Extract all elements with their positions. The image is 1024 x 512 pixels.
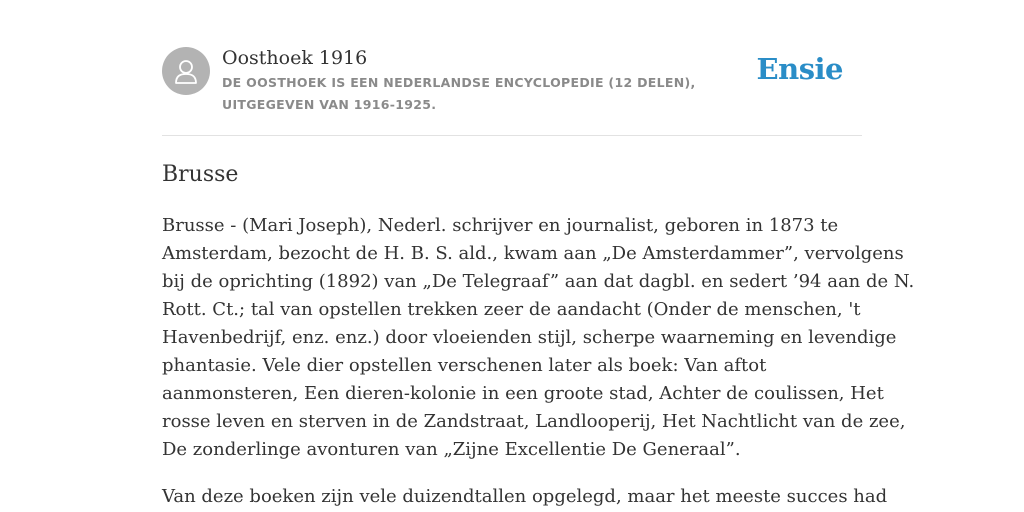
text-line: Brusse - (Mari Joseph), Nederl. schrijver en journalist, geboren in 1873 te [162,215,839,236]
entry-body [162,212,915,512]
paragraph-1 [162,212,915,464]
text-line: Havenbedrijf, enz. enz.) door vloeienden stijl, scherpe waarneming en levendige [162,327,897,348]
text-line: phantasie. Vele dier opstellen verschenen later als boek: Van aftot [162,355,767,376]
paragraph-2 [162,483,888,511]
entry-title: Brusse [162,162,239,187]
text-line: bij de oprichting (1892) van „De Telegraaf” aan dat dagbl. en sedert ’94 aan de N. [162,271,915,292]
text-line: Amsterdam, bezocht de H. B. S. ald., kwam aan „De Amsterdammer”, vervolgens [162,243,904,264]
text-line: aanmonsteren, Een dieren-kolonie in een groote stad, Achter de coulissen, Het [162,383,884,404]
text-line: Rott. Ct.; tal van opstellen trekken zeer de aandacht (Onder de menschen, 't [162,299,861,320]
text-line: Van deze boeken zijn vele duizendtallen opgelegd, maar het meeste succes had [162,486,888,507]
source-title[interactable]: Oosthoek 1916 [222,47,368,69]
divider [162,135,862,136]
source-header [162,46,862,126]
source-description: DE OOSTHOEK IS EEN NEDERLANDSE ENCYCLOPEDIE (12 DELEN), UITGEGEVEN VAN 1916-1925. [222,75,696,112]
avatar[interactable] [162,47,210,95]
brand-logo[interactable]: Ensie [756,52,843,86]
text-line: rosse leven en sterven in de Zandstraat, Landlooperij, Het Nachtlicht van de zee, [162,411,906,432]
user-icon [162,47,210,95]
text-line: De zonderlinge avonturen van „Zijne Excellentie De Generaal”. [162,439,741,460]
